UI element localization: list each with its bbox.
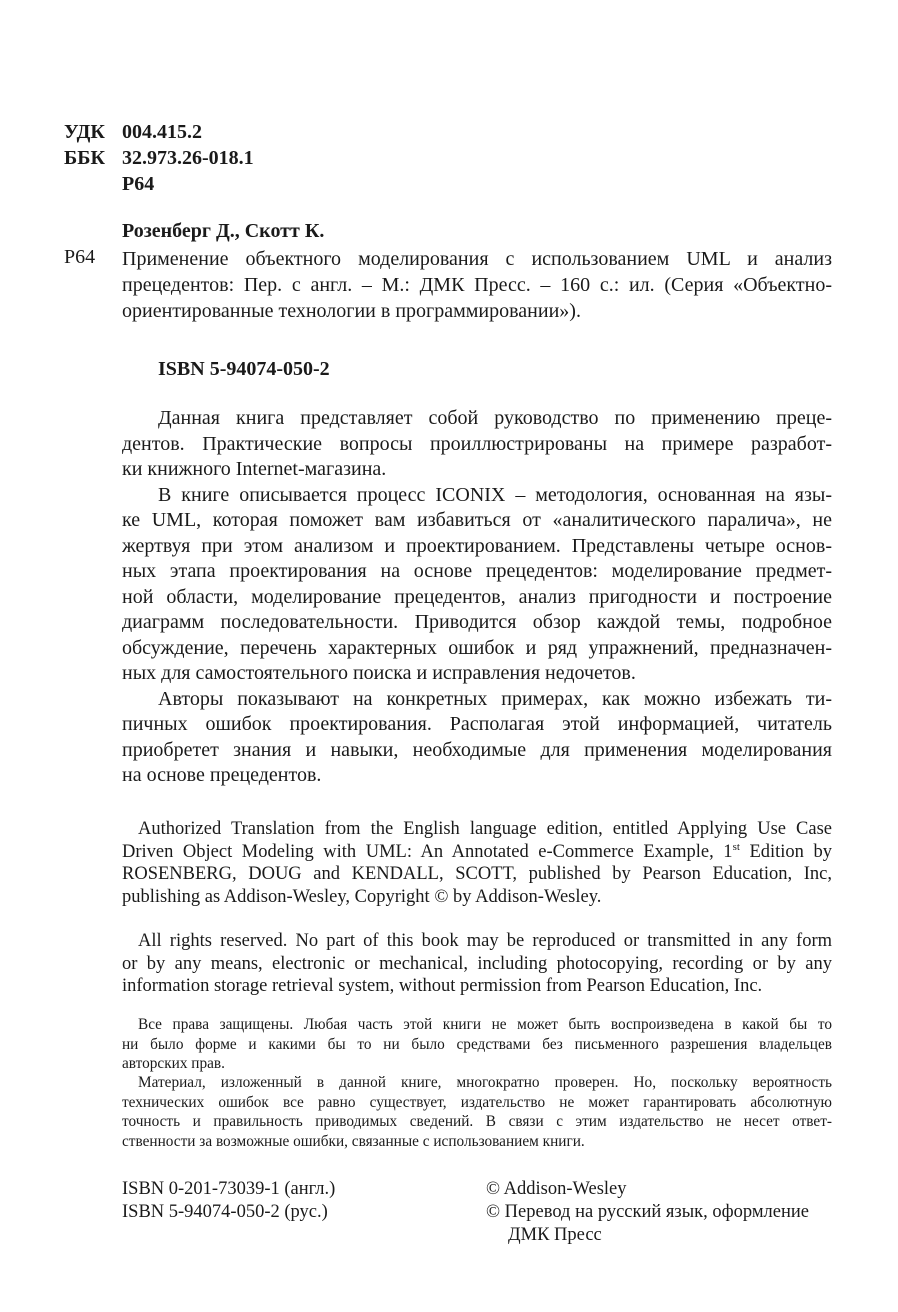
abstract-line: приобретет знания и навыки, необходимые для применения моделирования <box>122 738 832 761</box>
abstract-line: на основе прецедентов. <box>122 764 322 786</box>
abstract <box>122 406 832 789</box>
rights-ru-line: авторских прав. <box>122 1055 225 1072</box>
translation-line: Driven Object Modeling with UML: An Annotated e-Commerce Example, 1st Edition by <box>122 840 832 862</box>
disclaimer-line: точность и правильность приводимых сведений. В связи с этим издательство не несет ответ- <box>122 1113 832 1130</box>
copyright-publisher: ДМК Пресс <box>508 1225 602 1245</box>
abstract-line: ной области, моделирование прецедентов, анализ пригодности и построение <box>122 585 832 608</box>
rights-english <box>122 930 832 998</box>
isbn-russian: ISBN 5-94074-050-2 (рус.) <box>122 1202 328 1222</box>
disclaimer-line: технических ошибок все равно существует, издательство не может гарантировать абсолютную <box>122 1093 832 1111</box>
abstract-line: дентов. Практические вопросы проиллюстрированы на примере разработ- <box>122 432 832 455</box>
bbk-value: 32.973.26-018.1 <box>122 147 254 169</box>
authors-heading: Розенберг Д., Скотт К. <box>122 220 325 242</box>
disclaimer-line: Материал, изложенный в данной книге, многократно проверен. Но, поскольку вероятность <box>138 1074 832 1091</box>
translation-notice <box>122 818 832 908</box>
author-sign-row <box>64 172 154 196</box>
isbn-english: ISBN 0-201-73039-1 (англ.) <box>122 1179 336 1199</box>
bibliographic-line: Применение объектного моделирования с использованием UML и анализ <box>122 248 832 270</box>
udc-value: 004.415.2 <box>122 121 202 143</box>
copyright-translation: © Перевод на русский язык, оформление <box>486 1202 810 1222</box>
abstract-line: пичных ошибок проектирования. Располагая этой информацией, читатель <box>122 713 832 735</box>
bibliographic-line: ориентированные технологии в программировании»). <box>122 300 581 322</box>
rights-ru-line: Все права защищены. Любая часть этой книги не может быть воспроизведена в какой бы то <box>138 1016 832 1033</box>
rights-ru-line: ни было форме и какими бы то ни было средствами без письменного разрешения владельцев <box>122 1035 832 1053</box>
udc-row <box>64 120 202 144</box>
abstract-line: Авторы показывают на конкретных примерах, как можно избежать ти- <box>158 687 832 710</box>
disclaimer <box>122 1073 832 1151</box>
abstract-line: жертвуя при этом анализом и проектированием. Представлены четыре основ- <box>122 534 832 557</box>
abstract-line: Данная книга представляет собой руководство по применению преце- <box>158 407 832 429</box>
abstract-line: обсуждение, перечень характерных ошибок и ряд упражнений, предназначен- <box>122 636 832 659</box>
copyright-list <box>486 1178 809 1247</box>
bbk-label: ББК <box>64 147 105 169</box>
abstract-line: ки книжного Internet-магазина. <box>122 458 387 480</box>
bibliographic-description <box>122 246 832 324</box>
catalog-mark: Р64 <box>64 246 96 268</box>
rights-line: information storage retrieval system, without permission from Pearson Education, Inc. <box>122 976 763 996</box>
translation-line: Authorized Translation from the English language edition, entitled Applying Use Case <box>138 819 832 839</box>
bibliographic-line: прецедентов: Пер. с англ. – М.: ДМК Пресс. – 160 с.: ил. (Серия «Объектно- <box>122 274 832 296</box>
abstract-line: ных для самостоятельного поиска и исправления недочетов. <box>122 662 636 684</box>
rights-line: or by any means, electronic or mechanical, including photocopying, recording or by any <box>122 953 832 974</box>
abstract-line: В книге описывается процесс ICONIX – методология, основанная на язы- <box>158 483 832 506</box>
translation-line: ROSENBERG, DOUG and KENDALL, SCOTT, published by Pearson Education, Inc, <box>122 864 832 884</box>
isbn-list <box>122 1178 335 1224</box>
isbn-heading: ISBN 5-94074-050-2 <box>158 358 330 380</box>
author-sign-value: Р64 <box>122 173 155 195</box>
abstract-line: диаграмм последовательности. Приводится обзор каждой темы, подробное <box>122 611 832 633</box>
rights-line: All rights reserved. No part of this book may be reproduced or transmitted in any form <box>138 931 832 951</box>
abstract-line: ных этапа проектирования на основе прецедентов: моделирование предмет- <box>122 560 832 582</box>
disclaimer-line: ственности за возможные ошибки, связанные с использованием книги. <box>122 1132 585 1150</box>
abstract-line: ке UML, которая поможет вам избавиться от «аналитического паралича», не <box>122 509 832 531</box>
bbk-row <box>64 146 254 170</box>
translation-line: publishing as Addison-Wesley, Copyright © by Addison-Wesley. <box>122 886 602 907</box>
udc-label: УДК <box>64 121 105 143</box>
copyright-original: © Addison-Wesley <box>486 1179 627 1199</box>
rights-russian <box>122 1015 832 1074</box>
